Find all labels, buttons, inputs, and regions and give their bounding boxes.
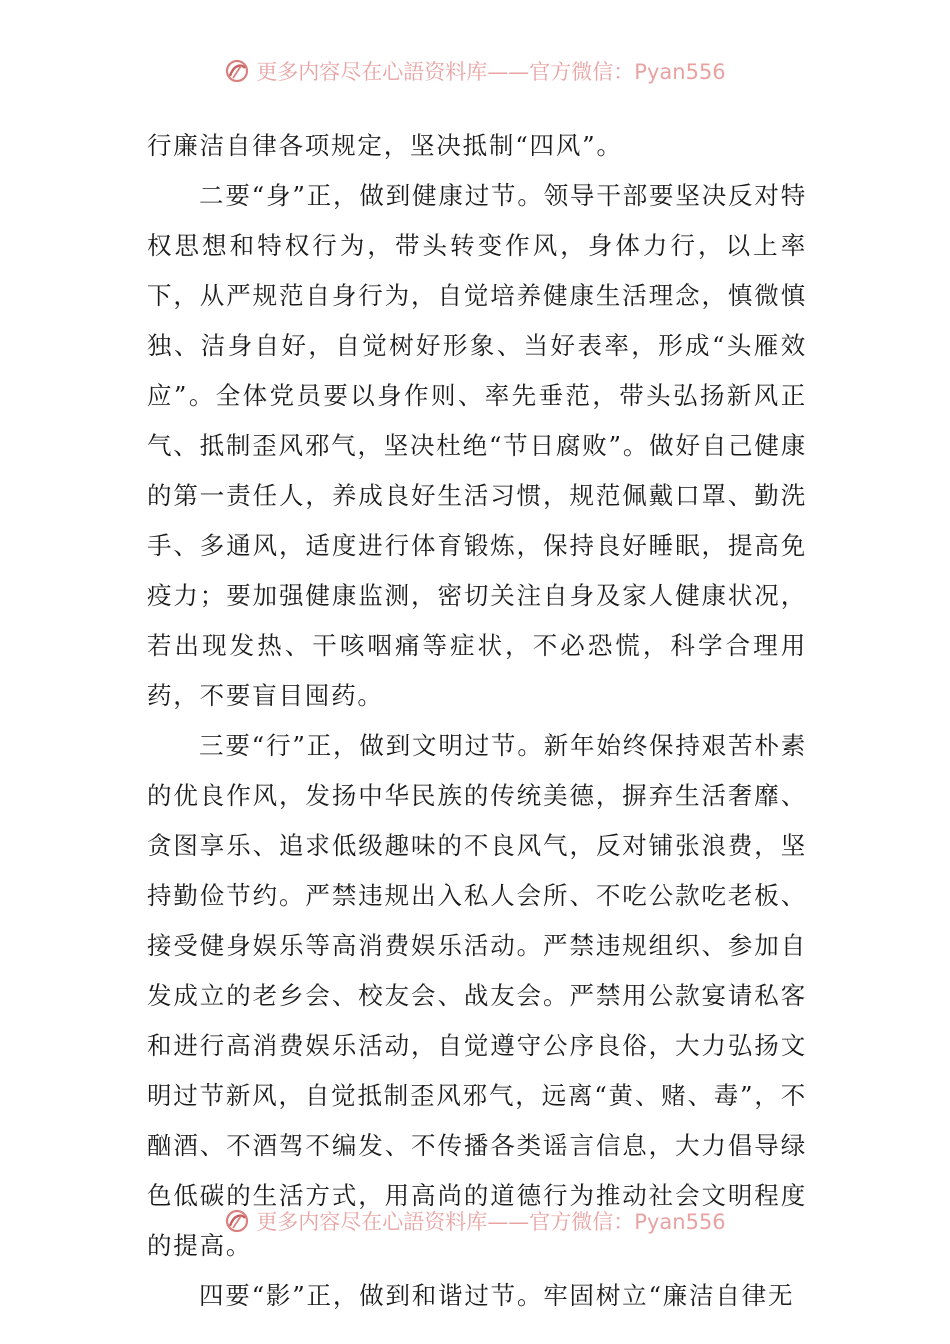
watermark-logo-icon — [224, 58, 250, 84]
footer-watermark — [0, 1206, 950, 1236]
paragraph-influence-upright: 四要“影”正，做到和谐过节。牢固树立“廉洁自律无 — [199, 1281, 795, 1310]
paragraph-conduct-upright: 三要“行”正，做到文明过节。新年始终保持艰苦朴素的优良作风，发扬中华民族的传统美德，摒弃生活奢靡、贪图享乐、追求低级趣味的不良风气，反对铺张浪费，坚持勤俭节约。严禁违规出入私人会所、不吃公款吃老板、接受健身娱乐等高消费娱乐活动。严禁违规组织、参加自发成立的老乡会、校友会、战友会。严禁用公款宴请私客和进行高消费娱乐活动，自觉遵守公序良俗，大力弘扬文明过节新风，自觉抵制歪风邪气，远离“黄、赌、毒”，不酗酒、不酒驾不编发、不传播各类谣言信息，大力倡导绿色低碳的生活方式，用高尚的道德行为推动社会文明程度的提高。 — [147, 731, 807, 1260]
paragraph-continuation: 行廉洁自律各项规定，坚决抵制“四风”。 — [147, 131, 623, 160]
paragraph-body-upright: 二要“身”正，做到健康过节。领导干部要坚决反对特权思想和特权行为，带头转变作风，身体力行，以上率下，从严规范自身行为，自觉培养健康生活理念，慎微慎独、洁身自好，自觉树好形象、当好表率，形成“头雁效应”。全体党员要以身作则、率先垂范，带头弘扬新风正气、抵制歪风邪气，坚决杜绝“节日腐败”。做好自己健康的第一责任人，养成良好生活习惯，规范佩戴口罩、勤洗手、多通风，适度进行体育锻炼，保持良好睡眠，提高免疫力；要加强健康监测，密切关注自身及家人健康状况，若出现发热、干咳咽痛等症状，不必恐慌，科学合理用药，不要盲目囤药。 — [147, 181, 807, 710]
watermark-logo-icon — [224, 1208, 250, 1234]
header-watermark-text: 更多内容尽在心語资料库——官方微信：Pyan556 — [256, 60, 726, 84]
header-watermark — [0, 56, 950, 86]
footer-watermark-text: 更多内容尽在心語资料库——官方微信：Pyan556 — [256, 1210, 726, 1234]
